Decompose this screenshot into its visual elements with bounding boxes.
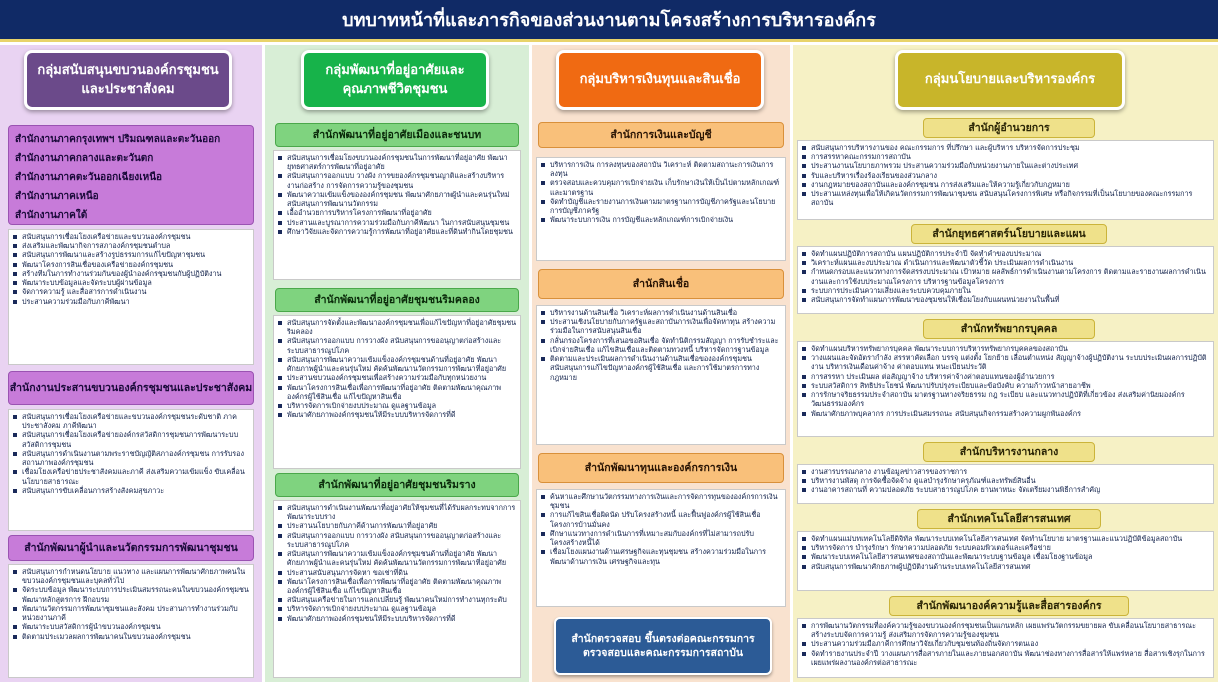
- list-item: พัฒนานวัตกรรมการพัฒนาชุมชนและสังคม ประสานการทำงานร่วมกับหน่วยงานภาคี: [13, 604, 249, 622]
- office-bangkok: สำนักงานภาคกรุงเทพฯ ปริมณฑลและตะวันออก: [15, 134, 221, 145]
- knowledge-communication-duties: [797, 618, 1214, 678]
- list-item: พัฒนาโครงการสินเชื่อของเครือข่ายองค์กรชุมชน: [13, 260, 249, 269]
- list-item: สร้างทีมในการทำงานร่วมกันของผู้นำองค์กรชุมชนกับผู้ปฏิบัติงาน: [13, 269, 249, 278]
- list-item: การพัฒนานวัตกรรมที่องค์ความรู้ของขบวนองค์กรชุมชนเป็นแกนหลัก เผยแพร่นวัตกรรมขยายผล ขับเคลื่อนนโยบายสาธารณะ สร้างระบบจัดการความรู้ ส่งเสริมการจัดการความรู้ของชุมชน: [802, 621, 1209, 639]
- column-policy-admin: [793, 45, 1218, 682]
- list-item: จัดทำแผนปฏิบัติการสถาบัน แผนปฏิบัติการประจำปี จัดทำคำของบประมาณ: [802, 249, 1209, 258]
- list-item: สนับสนุนเครือข่ายในการแลกเปลี่ยนรู้ พัฒนาคนใหม่การทำงานทุกระดับ: [278, 595, 516, 604]
- list-item: ประสานความร่วมมือกับภาคีพัฒนา: [13, 297, 249, 306]
- list-item: ประสานขบวนองค์กรชุมชนเพื่อสร้างความร่วมมือกับทุกหน่วยงาน: [278, 373, 516, 382]
- list-item: สนับสนุนการดำเนินงานตามพระราชบัญญัติสภาองค์กรชุมชน การรับรองสถานภาพองค์กรชุมชน: [13, 449, 249, 467]
- list-item: พัฒนาศักยภาพองค์กรชุมชนให้มีระบบบริหารจัดการที่ดี: [278, 410, 516, 419]
- list-item: ประสานความร่วมมือภาคีการศึกษาวิจัยเกี่ยวกับชุมชนท้องถิ่นจัดการตนเอง: [802, 639, 1209, 648]
- list-item: สนับสนุนการพัฒนาความเข้มแข็งองค์กรชุมชนด้านที่อยู่อาศัย พัฒนาศักยภาพผู้นำและคนรุ่นใหม่ คัดค้นพัฒนานวัตกรรมการพัฒนาที่อยู่อาศัย: [278, 549, 516, 567]
- list-item: งานสารบรรณกลาง งานข้อมูลข่าวสารของราชการ: [802, 467, 1209, 476]
- list-item: สนับสนุนการพัฒนาความเข้มแข็งองค์กรชุมชนด้านที่อยู่อาศัย พัฒนาศักยภาพผู้นำและคนรุ่นใหม่ คัดค้นพัฒนานวัตกรรมการพัฒนาที่อยู่อาศัย: [278, 355, 516, 373]
- list-item: สนับสนุนการดำเนินงานพัฒนาที่อยู่อาศัยให้ชุมชนที่ได้รับผลกระทบจากการพัฒนาระบบราง: [278, 503, 516, 521]
- list-item: กำหนดกรอบและแนวทางการจัดสรรงบประมาณ เป้าหมาย ผลลัพธ์การดำเนินงานตามโครงการ ติดตามและรายงานผลการดำเนินงานและการใช้งบประมาณโครงการ บริหารฐานข้อมูลโครงการ: [802, 267, 1209, 285]
- office-human-resources: สำนักทรัพยากรบุคคล: [923, 319, 1095, 339]
- list-item: การแก้ไขสินเชื่อผิดนัด ปรับโครงสร้างหนี้ และฟื้นฟูองค์กรผู้ใช้สินเชื่อโครงการบ้านมั่นคง: [541, 510, 781, 528]
- group-header-community-support: กลุ่มสนับสนุนขบวนองค์กรชุมชนและประชาสังคม: [24, 50, 232, 110]
- list-item: เชื่อมโยงเครือข่ายประชาสังคมและภาคี ส่งเสริมความเข้มแข็ง ขับเคลื่อนนโยบายสาธารณะ: [13, 467, 249, 485]
- list-item: จัดทำรายงานประจำปี วางแผนการสื่อสารภายในและภายนอกสถาบัน พัฒนาช่องทางการสื่อสารให้แพร่หลาย สื่อสารเชิงรุกในการเผยแพร่ผลงานองค์กรต่อสาธารณะ: [802, 649, 1209, 667]
- list-item: สนับสนุนการออกแบบ การวางผัง สนับสนุนการขออนุญาตก่อสร้างและระบบสาธารณูปโภค: [278, 336, 516, 354]
- list-item: ประสานนโยบายกับภาคีด้านการพัฒนาที่อยู่อาศัย: [278, 521, 516, 530]
- canal-housing-duties: [273, 315, 521, 469]
- list-item: พัฒนาระบบสวัสดิการผู้นำขบวนองค์กรชุมชน: [13, 622, 249, 631]
- list-item: พัฒนาศักยภาพบุคลากร การประเมินสมรรถนะ สนับสนุนกิจกรรมสร้างความผูกพันองค์กร: [802, 409, 1209, 418]
- list-item: จัดระบบข้อมูล พัฒนาระบบการประเมินสมรรถนะคนในขบวนองค์กรชุมชน พัฒนาหลักสูตรการ ฝึกอบรม: [13, 585, 249, 603]
- office-central-admin: สำนักบริหารงานกลาง: [923, 442, 1095, 462]
- list-item: สนับสนุนการเชื่อมโยงเครือข่ายและขบวนองค์กรชุมชน: [13, 232, 249, 241]
- list-item: ประสานเชิงนโยบายกับภาครัฐและสถาบันการเงินเพื่อจัดหาทุน สร้างความร่วมมือในการสนับสนุนสินเชื่อ: [541, 317, 781, 335]
- list-item: ประสานสนับสนุนการจัดหา ขอเช่าที่ดิน: [278, 568, 516, 577]
- list-item: บริหารจัดการเบิกจ่ายงบประมาณ ดูแลฐานข้อมูล: [278, 604, 516, 613]
- list-item: งานอาคารสถานที่ ความปลอดภัย ระบบสาธารณูปโภค ยานพาหนะ จัดเตรียมงานพิธีการสำคัญ: [802, 485, 1209, 494]
- it-duties: [797, 531, 1214, 591]
- strategy-duties: [797, 246, 1214, 314]
- list-item: กลั่นกรองโครงการที่เสนอขอสินเชื่อ จัดทำนิติกรรมสัญญา การรับชำระและเบิกจ่ายสินเชื่อ แก้ไขสินเชื่อและติดตามทวงหนี้ บริหารจัดการฐานข้อมูล: [541, 336, 781, 354]
- office-north: สำนักงานภาคเหนือ: [15, 191, 99, 202]
- list-item: สนับสนุนการพัฒนาและสร้างรูปธรรมการแก้ไขปัญหาชุมชน: [13, 250, 249, 259]
- list-item: ตรวจสอบและควบคุมการเบิกจ่ายเงิน เก็บรักษาเงินให้เป็นไปตามหลักเกณฑ์และมาตรฐาน: [541, 178, 781, 196]
- list-item: พัฒนาระบบข้อมูลและจัดระบบผู้ผ่านข้อมูล: [13, 278, 249, 287]
- list-item: จัดทำบัญชีและรายงานการเงินตามมาตรฐานการบัญชีภาครัฐและนโยบายการบัญชีภาครัฐ: [541, 197, 781, 215]
- list-item: ติดตามประเมวลผลการพัฒนาคนในขบวนองค์กรชุมชน: [13, 632, 249, 641]
- group-header-finance: กลุ่มบริหารเงินทุนและสินเชื่อ: [556, 50, 764, 110]
- list-item: พัฒนาโครงการสินเชื่อเพื่อการพัฒนาที่อยู่อาศัย ติดตามพัฒนาคุณภาพองค์กรผู้ใช้สินเชื่อ แก้ไขปัญหาสินเชื่อ: [278, 577, 516, 595]
- list-item: เชื่อมโยงแผนงานด้านเศรษฐกิจและทุนชุมชน สร้างความร่วมมือในการพัฒนาด้านการเงิน เศรษฐกิจและทุน: [541, 547, 781, 565]
- list-item: วางแผนและจัดอัตรากำลัง สรรหาคัดเลือก บรรจุ แต่งตั้ง โยกย้าย เลื่อนตำแหน่ง สัญญาจ้างผู้ปฏิบัติงาน ระบบประเมินผลการปฏิบัติงาน บริหารเงินเดือนค่าจ้าง ค่าตอบแทน หนะเบียนประวัติ: [802, 353, 1209, 371]
- regional-offices-box: [8, 125, 254, 225]
- column-finance: [532, 45, 790, 682]
- community-network-duties: [8, 409, 254, 531]
- list-item: วิเคราะห์แผนและงบประมาณ ดำเนินการและพัฒนาตัวชี้วัด ประเมินผลการดำเนินงาน: [802, 258, 1209, 267]
- office-south: สำนักงานภาคใต้: [15, 210, 88, 221]
- list-item: เอื้ออำนวยการบริหารโครงการพัฒนาที่อยู่อาศัย: [278, 208, 516, 217]
- office-northeast: สำนักงานภาคตะวันออกเฉียงเหนือ: [15, 172, 163, 183]
- regional-offices-duties: [8, 229, 254, 365]
- office-canal-housing: สำนักพัฒนาที่อยู่อาศัยชุมชนริมคลอง: [275, 288, 519, 312]
- list-item: จัดการความรู้ และสื่อสารการดำเนินงาน: [13, 287, 249, 296]
- list-item: สนับสนุนการเชื่อมโยงขบวนองค์กรชุมชนในการพัฒนาที่อยู่อาศัย พัฒนายุทธศาสตร์การพัฒนาที่อยู่อาศัย: [278, 153, 516, 171]
- list-item: พัฒนาศักยภาพองค์กรชุมชนให้มีระบบบริหารจัดการที่ดี: [278, 614, 516, 623]
- list-item: สนับสนุนการพัฒนาศักยภาพผู้ปฏิบัติงานด้านระบบเทคโนโลยีสารสนเทศ: [802, 562, 1209, 571]
- office-capital-development: สำนักพัฒนาทุนและองค์กรการเงิน: [538, 453, 784, 483]
- office-rail-housing: สำนักพัฒนาที่อยู่อาศัยชุมชนริมราง: [275, 473, 519, 497]
- list-item: การสรรหา ประเมินผล ต่อสัญญาจ้าง บริหารค่าจ้างค่าตอบแทนของผู้อำนวยการ: [802, 372, 1209, 381]
- list-item: ศึกษาวิจัยและจัดการความรู้การพัฒนาที่อยู่อาศัยและที่ดินทำกินโดยชุมชน: [278, 227, 516, 236]
- list-item: สนับสนุนการกำหนดนโยบาย แนวทาง และแผนการพัฒนาศักยภาพคนในขบวนองค์กรชุมชนและบุคลทั่วไป: [13, 567, 249, 585]
- office-strategy: สำนักยุทธศาสตร์นโยบายและแผน: [911, 224, 1107, 244]
- list-item: งานกฎหมายของสถาบันและองค์กรชุมชน การส่งเสริมและให้ความรู้เกี่ยวกับกฎหมาย: [802, 180, 1209, 189]
- group-header-policy-admin: กลุ่มนโยบายและบริหารองค์กร: [895, 50, 1125, 110]
- office-director: สำนักผู้อำนวยการ: [923, 118, 1095, 138]
- list-item: บริหารงานด้านสินเชื่อ วิเคราะห์ผลการดำเนินงานด้านสินเชื่อ: [541, 308, 781, 317]
- column-housing: [265, 45, 529, 682]
- urban-rural-housing-duties: [273, 150, 521, 280]
- list-item: พัฒนาระบบเทคโนโลยีสารสนเทศของสถาบันและพัฒนาระบบฐานข้อมูล เชื่อมโยงฐานข้อมูล: [802, 552, 1209, 561]
- list-item: ระบบการประเมินความเสี่ยงและระบบควบคุมภายใน: [802, 286, 1209, 295]
- list-item: ส่งเสริมและพัฒนากิจการสภาองค์กรชุมชนตำบล: [13, 241, 249, 250]
- list-item: สนับสนุนการออกแบบ การวางผัง สนับสนุนการขออนุญาตก่อสร้างและระบบสาธารณูปโภค: [278, 531, 516, 549]
- credit-duties: [536, 305, 786, 445]
- list-item: ศึกษาแนวทางการดำเนินการที่เหมาะสมกับองค์กรที่ไม่สามารถปรับโครงสร้างหนี้ได้: [541, 529, 781, 547]
- finance-accounting-duties: [536, 157, 786, 261]
- rail-housing-duties: [273, 500, 521, 678]
- list-item: สนับสนุนการเชื่อมโยงเครือข่ายและขบวนองค์กรชุมชนระดับชาติ ภาคประชาสังคม ภาคีพัฒนา: [13, 412, 249, 430]
- office-credit: สำนักสินเชื่อ: [538, 269, 784, 299]
- office-central: สำนักงานภาคกลางและตะวันตก: [15, 153, 154, 164]
- list-item: ประสานงานนโยบายภาพรวม ประสานความร่วมมือกับหน่วยงานภายในและต่างประเทศ: [802, 161, 1209, 170]
- list-item: การรักษาจริยธรรมประจำสถาบัน มาตรฐานทางจริยธรรม กฎ ระเบียบ และแนวทางปฏิบัติที่เกี่ยวข้อง ส่งเสริมค่านิยมองค์กร วัฒนธรรมองค์กร: [802, 390, 1209, 408]
- list-item: สนับสนุนการบริหารงานของ คณะกรรมการ ที่ปรึกษา และผู้บริหาร บริหารจัดการประชุม: [802, 143, 1209, 152]
- office-knowledge-communication: สำนักพัฒนาองค์ความรู้และสื่อสารองค์กร: [889, 596, 1129, 616]
- list-item: จัดทำแผนแม่บทเทคโนโลยีดิจิทัล พัฒนาระบบเทคโนโลยีสารสนเทศ จัดทำนโยบาย มาตรฐานและแนวปฏิบัติข้อมูลสถาบัน: [802, 534, 1209, 543]
- list-item: พัฒนาโครงการสินเชื่อเพื่อการพัฒนาที่อยู่อาศัย ติดตามพัฒนาคุณภาพองค์กรผู้ใช้สินเชื่อ แก้ไขปัญหาสินเชื่อ: [278, 383, 516, 401]
- central-admin-duties: [797, 464, 1214, 504]
- list-item: ระบบสวัสดิการ สิทธิประโยชน์ พัฒนาปรับปรุงระเบียบและข้อบังคับ ความก้าวหน้าสายอาชีพ: [802, 381, 1209, 390]
- director-duties: [797, 140, 1214, 220]
- list-item: ประสานแหล่งทุนเพื่อให้เกิดนวัตกรรมการพัฒนาชุมชน สนับสนุนโครงการพิเศษ หรือกิจกรรมที่เป็นนโยบายของคณะกรรมการสถาบัน: [802, 189, 1209, 207]
- human-resources-duties: [797, 341, 1214, 437]
- office-leader-development: สำนักพัฒนาผู้นำและนวัตกรรมการพัฒนาชุมชน: [8, 535, 254, 561]
- page-title: บทบาทหน้าที่และภารกิจของส่วนงานตามโครงสร้างการบริหารองค์กร: [0, 0, 1218, 42]
- list-item: ค้นหาและศึกษานวัตกรรมทางการเงินและการจัดการทุนขององค์กรการเงินชุมชน: [541, 492, 781, 510]
- group-header-housing: กลุ่มพัฒนาที่อยู่อาศัยและคุณภาพชีวิตชุมชน: [301, 50, 489, 110]
- office-it: สำนักเทคโนโลยีสารสนเทศ: [917, 509, 1101, 529]
- list-item: สนับสนุนการเชื่อมโยงเครือข่ายองค์กรสวัสดิการชุมชนการพัฒนาระบบสวัสดิการชุมชน: [13, 430, 249, 448]
- list-item: สนับสนุนการออกแบบ วางผัง การขยองค์กรชุมชนญาติและสร้างบริหารงานก่อสร้าง การจัดการความรู้ของชุมชน: [278, 171, 516, 189]
- list-item: จัดทำแผนบริหารทรัพยากรบุคคล พัฒนาระบบการบริหารทรัพยากรบุคคลของสถาบัน: [802, 344, 1209, 353]
- list-item: พัฒนาระบบการเงิน การบัญชีและหลักเกณฑ์การเบิกจ่ายเงิน: [541, 215, 781, 224]
- list-item: บริหารจัดการ บำรุงรักษา รักษาความปลอดภัย ระบบคอมพิวเตอร์และเครือข่าย: [802, 543, 1209, 552]
- list-item: ติดตามและประเมินผลการดำเนินงานด้านสินเชื่อขององค์กรชุมชน สนับสนุนการแก้ไขปัญหาองค์กรผู้ใช้สินเชื่อ และการใช้มาตรการทางกฎหมาย: [541, 354, 781, 382]
- list-item: บริหารการเงิน การลงทุนของสถาบัน วิเคราะห์ ติดตามสถานะการเงินการลงทุน: [541, 160, 781, 178]
- list-item: รับและบริหารเรื่องร้องเรียนของส่วนกลาง: [802, 171, 1209, 180]
- list-item: สนับสนุนการขับเคลื่อนการสร้างสังคมสุขภาวะ: [13, 486, 249, 495]
- office-finance-accounting: สำนักการเงินและบัญชี: [538, 122, 784, 148]
- capital-development-duties: [536, 489, 786, 607]
- list-item: การสรรหาคณะกรรมการสถาบัน: [802, 152, 1209, 161]
- list-item: บริหารจัดการเบิกจ่ายงบประมาณ ดูแลฐานข้อมูล: [278, 401, 516, 410]
- list-item: บริหารงานพัสดุ การจัดซื้อจัดจ้าง ดูแลบำรุงรักษาครุภัณฑ์และทรัพย์สินอื่น: [802, 476, 1209, 485]
- list-item: ประสานและบูรณาการความร่วมมือกับภาคีพัฒนา ในการสนับสนุนชุมชน: [278, 218, 516, 227]
- column-community-support: [0, 45, 262, 682]
- office-audit: สำนักตรวจสอบ ขึ้นตรงต่อคณะกรรมการตรวจสอบและคณะกรรมการสถาบัน: [554, 617, 772, 675]
- list-item: สนับสนุนการจัดทำแผนการพัฒนาของชุมชนให้เชื่อมโยงกับแผนหน่วยงานในพื้นที่: [802, 295, 1209, 304]
- office-urban-rural-housing: สำนักพัฒนาที่อยู่อาศัยเมืองและชนบท: [275, 123, 519, 147]
- list-item: พัฒนาความเข้มแข็งขององค์กรชุมชน พัฒนาศักยภาพผู้นำและคนรุ่นใหม่ สนับสนุนการพัฒนานวัตกรรม: [278, 190, 516, 208]
- list-item: สนับสนุนการจัดตั้งและพัฒนาองค์กรชุมชนเพื่อแก้ไขปัญหาที่อยู่อาศัยชุมชนริมคลอง: [278, 318, 516, 336]
- office-community-network: สำนักงานประสานขบวนองค์กรชุมชนและประชาสังคม: [8, 371, 254, 405]
- leader-development-duties: [8, 564, 254, 678]
